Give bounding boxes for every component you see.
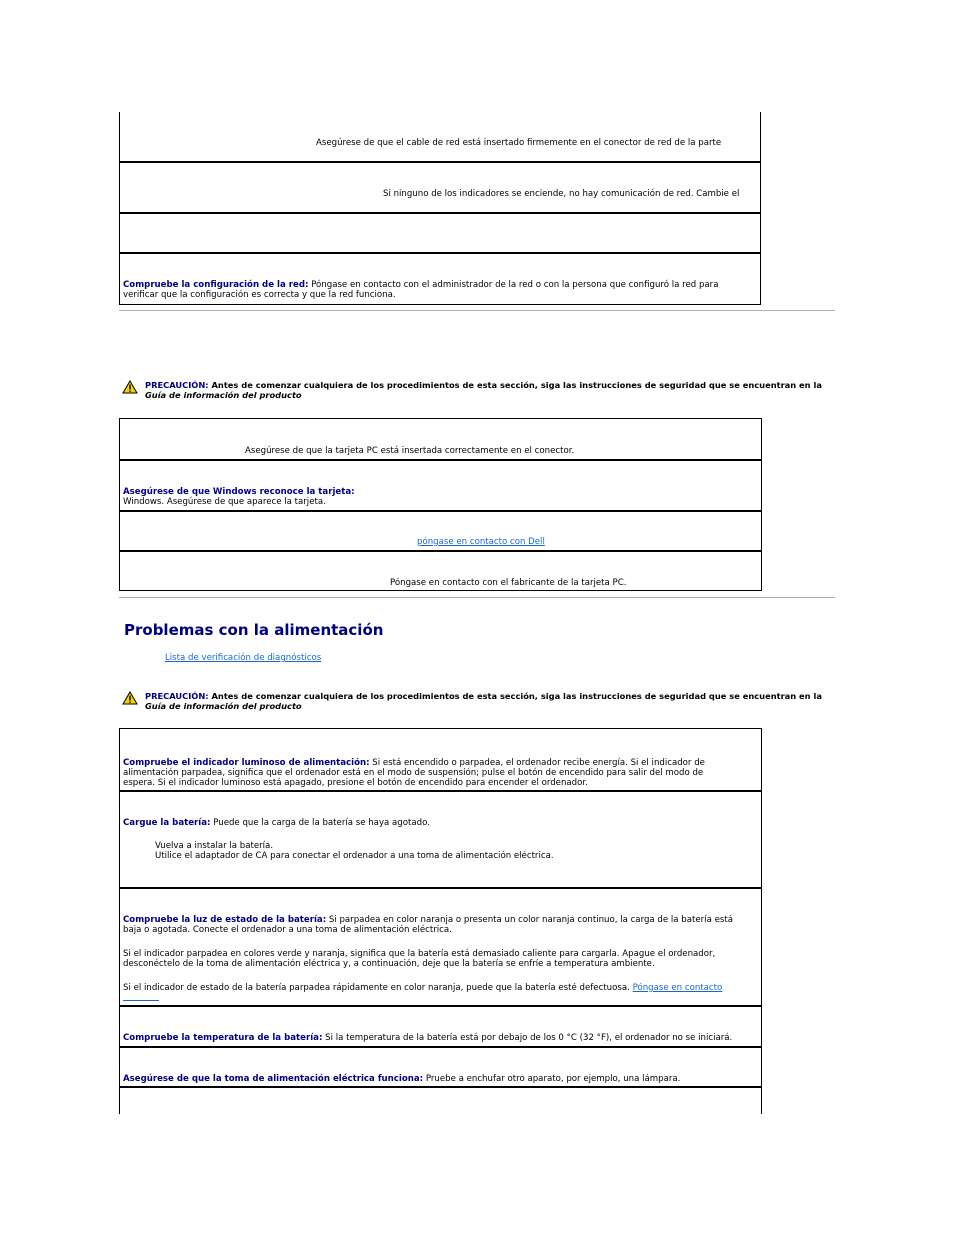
pc-card-row-divider bbox=[120, 550, 761, 552]
pc-card-row-divider bbox=[120, 459, 761, 461]
power-indicator-row: Compruebe el indicador luminoso de alimentación: Si está encendido o parpadea, el ordenador recibe energía. Si el indicador de bbox=[123, 758, 705, 768]
charge-step-2: Utilice el adaptador de CA para conectar el ordenador a una toma de alimentación eléctrica. bbox=[155, 851, 554, 861]
outlet-row: Asegúrese de que la toma de alimentación eléctrica funciona: Pruebe a enchufar otro aparato, por ejemplo, una lámpara. bbox=[123, 1074, 681, 1084]
charge-step-1: Vuelva a instalar la batería. bbox=[155, 841, 274, 851]
power-indicator-line: alimentación parpadea, significa que el ordenador está en el modo de suspensión; pulse el botón de encendido para salir del modo de bbox=[123, 768, 704, 778]
status-light-label: Compruebe la luz de estado de la batería: bbox=[123, 915, 327, 925]
status-light-defective: Si el indicador de estado de la batería parpadea rápidamente en color naranja, puede que la batería esté defectuosa. Póngase en contacto bbox=[123, 983, 723, 993]
contact-dell-link[interactable]: póngase en contacto con Dell bbox=[417, 537, 545, 547]
caution-label: PRECAUCIÓN: bbox=[145, 691, 209, 701]
network-config-label: Compruebe la configuración de la red: bbox=[123, 280, 309, 290]
pc-card-row-manufacturer: Póngase en contacto con el fabricante de la tarjeta PC. bbox=[390, 578, 627, 588]
caution-guide-title: Guía de información del producto bbox=[145, 701, 302, 711]
outlet-label: Asegúrese de que la toma de alimentación eléctrica funciona: bbox=[123, 1074, 424, 1084]
network-row-indicators: Si ninguno de los indicadores se enciende, no hay comunicación de red. Cambie el bbox=[383, 189, 740, 199]
battery-temperature-row: Compruebe la temperatura de la batería: Si la temperatura de la batería está por debajo de los 0 °C (32 °F), el ordenador no se iniciará. bbox=[123, 1033, 733, 1043]
status-light-line: baja o agotada. Conecte el ordenador a una toma de alimentación eléctrica. bbox=[123, 925, 452, 935]
power-row-divider bbox=[120, 1086, 761, 1088]
warning-icon bbox=[122, 691, 138, 705]
pc-card-troubleshooting-table bbox=[119, 418, 762, 591]
charge-battery-label: Cargue la batería: bbox=[123, 818, 211, 828]
network-row-config bbox=[123, 280, 718, 290]
contact-link-continuation[interactable] bbox=[123, 1000, 159, 1001]
pc-card-row-windows-text: Windows. Asegúrese de que aparece la tarjeta. bbox=[123, 497, 326, 507]
warning-icon bbox=[122, 380, 138, 394]
diagnostics-checklist-link[interactable]: Lista de verificación de diagnósticos bbox=[165, 653, 322, 663]
power-row-divider bbox=[120, 1005, 761, 1007]
contact-link[interactable]: Póngase en contacto bbox=[632, 983, 723, 993]
pc-card-row-windows-label: Asegúrese de que Windows reconoce la tarjeta: bbox=[123, 487, 355, 497]
caution-guide-title: Guía de información del producto bbox=[145, 390, 302, 400]
power-row-divider bbox=[120, 790, 761, 792]
network-row-divider bbox=[120, 212, 760, 214]
network-row-cable: Asegúrese de que el cable de red está insertado firmemente en el conector de red de la parte bbox=[316, 138, 722, 148]
caution-text: PRECAUCIÓN: Antes de comenzar cualquiera de los procedimientos de esta sección, siga las instrucciones de seguridad que se encuentran en la bbox=[145, 691, 822, 701]
pc-card-row-inserted: Asegúrese de que la tarjeta PC está insertada correctamente en el conector. bbox=[245, 446, 575, 456]
network-table-top-right-border bbox=[760, 112, 761, 162]
caution-text: PRECAUCIÓN: Antes de comenzar cualquiera de los procedimientos de esta sección, siga las instrucciones de seguridad que se encuentran en la bbox=[145, 380, 822, 390]
network-row-config-line2: verificar que la configuración es correcta y que la red funciona. bbox=[123, 290, 396, 300]
page-section-title: Problemas con la alimentación bbox=[124, 621, 384, 639]
network-troubleshooting-table bbox=[119, 112, 761, 305]
section-divider bbox=[119, 597, 835, 598]
network-config-text: Póngase en contacto con el administrador de la red o con la persona que configuró la red para bbox=[308, 280, 719, 290]
power-indicator-line: espera. Si el indicador luminoso está apagado, presione el botón de encendido para encender el ordenador. bbox=[123, 778, 588, 788]
power-indicator-label: Compruebe el indicador luminoso de alimentación: bbox=[123, 758, 370, 768]
status-light-row: Compruebe la luz de estado de la batería: Si parpadea en color naranja o presenta un color naranja continuo, la carga de la batería está bbox=[123, 915, 733, 925]
power-row-divider bbox=[120, 1046, 761, 1048]
battery-temperature-label: Compruebe la temperatura de la batería: bbox=[123, 1033, 323, 1043]
network-row-divider bbox=[120, 161, 760, 163]
caution-label: PRECAUCIÓN: bbox=[145, 380, 209, 390]
status-light-line: desconéctelo de la toma de alimentación eléctrica y, a continuación, deje que la batería se enfríe a temperatura ambiente. bbox=[123, 959, 655, 969]
network-table-top-left-border bbox=[119, 112, 120, 162]
charge-battery-row: Cargue la batería: Puede que la carga de la batería se haya agotado. bbox=[123, 818, 430, 828]
status-light-line: Si el indicador parpadea en colores verde y naranja, significa que la batería está demasiado caliente para cargarla. Apague el ordenador, bbox=[123, 949, 716, 959]
pc-card-row-divider bbox=[120, 510, 761, 512]
power-troubleshooting-table bbox=[119, 728, 762, 1114]
section-divider bbox=[119, 310, 835, 311]
power-row-divider bbox=[120, 887, 761, 889]
network-row-divider bbox=[120, 252, 760, 254]
